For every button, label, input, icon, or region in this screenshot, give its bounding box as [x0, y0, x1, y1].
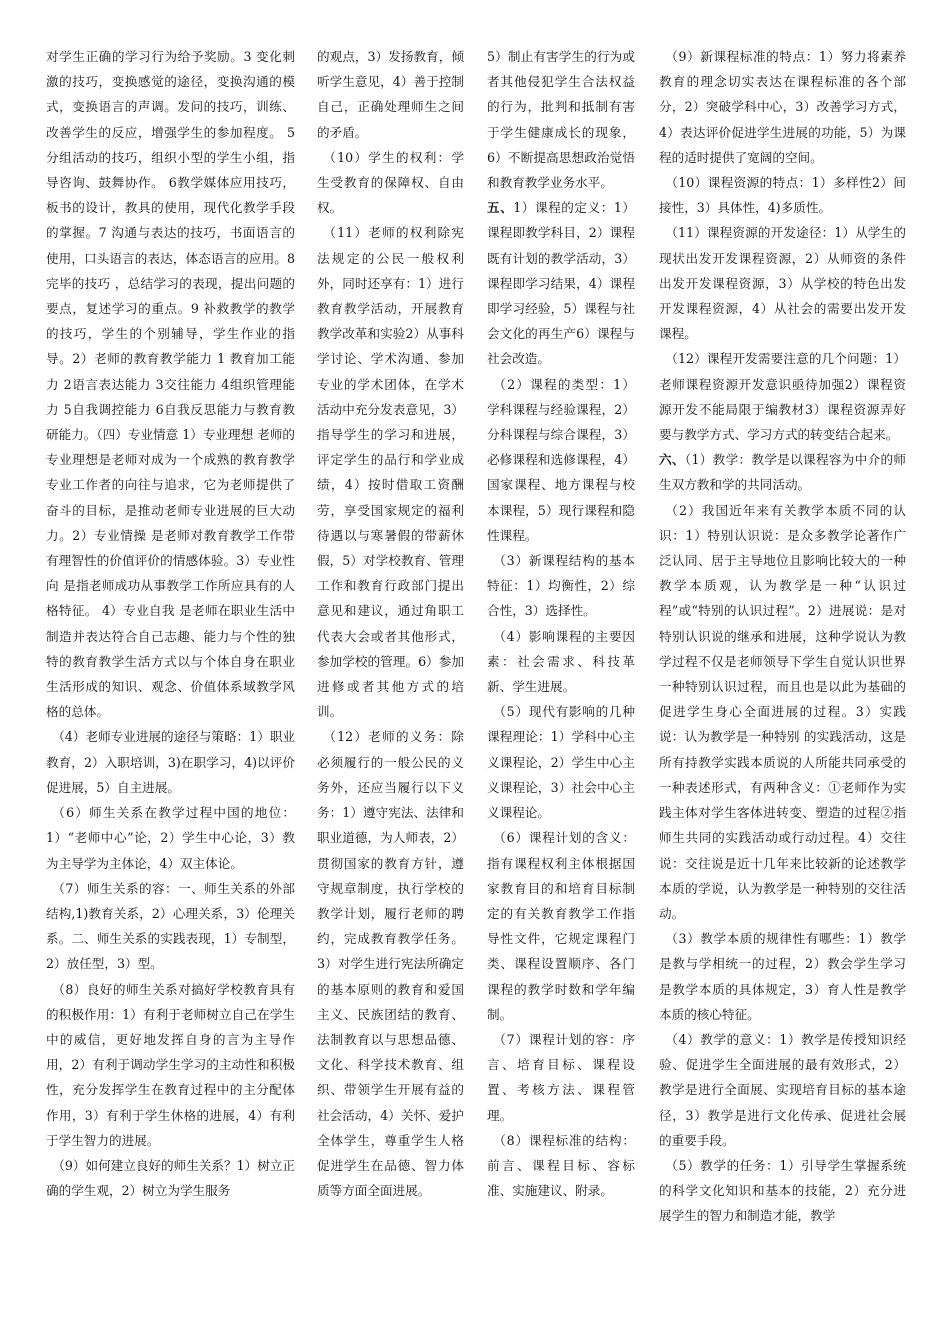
paragraph: （6）师生关系在教学过程中国的地位：1）“老师中心”论，2）学生中心论，3）教为主导学为主体论，4）双主体论。 [46, 805, 295, 871]
section-paragraph: 五、1）课程的定义：1）课程即教学科目，2）课程既有计划的教学活动，3）课程即学习结果，4）课程即学习经验，5）课程与社会文化的再生产6）课程与社会改造。 [487, 200, 636, 367]
text-column-2 [317, 44, 464, 1203]
paragraph: （4）老师专业进展的途径与策略：1）职业教育，2）入职培训，3)在职学习，4)以评价促进展，5）自主进展。 [46, 729, 296, 795]
paragraph: （2）课程的类型：1）学科课程与经验课程，2）分科课程与综合课程，3）必修课程和选修课程，4）国家课程、地方课程与校本课程，5）现行课程和隐性课程。 [487, 376, 635, 543]
paragraph: 5）制止有害学生的行为或者其他侵犯学生合法权益的行为，批判和抵制有害于学生健康成长的现象，6）不断提高思想政治觉悟和教育教学业务水平。 [487, 49, 635, 191]
section-paragraph: 六、（1）教学：教学是以课程容为中介的师生双方教和学的共同活动。 [659, 452, 907, 493]
paragraph: （4）影响课程的主要因素：社会需求、科技革新、学生进展。 [487, 628, 635, 695]
paragraph: （3）新课程结构的基本特征：1）均衡性，2）综合性，3）选择性。 [487, 553, 635, 619]
paragraph: （6）课程计划的含义：指有课程权利主体根据国家教育目的和培育目标制定的有关教育教学工作指导性文件，它规定课程门类、课程设置顺序、各门课程的教学时数和学年编制。 [487, 830, 635, 1022]
paragraph: （9）如何建立良好的师生关系？1）树立正确的学生观，2）树立为学生服务 [46, 1157, 296, 1199]
paragraph: （5）现代有影响的几种课程理论：1）学科中心主义课程论，2）学生中心主义课程论，3）社会中心主义课程论。 [487, 704, 635, 821]
paragraph: （3）教学本质的规律性有哪些：1）教学是教与学相统一的过程，2）教会学生学习是教学本质的具体规定，3）育人性是教学本质的核心特征。 [659, 931, 906, 1022]
paragraph: （7）师生关系的容：一、师生关系的外部结构,1)教育关系，2）心理关系，3）伦理关系。二、师生关系的实践表现，1）专制型，2）放任型，3）型。 [46, 880, 295, 972]
paragraph: （8）课程标准的结构：前言、课程目标、容标准、实施建议、附录。 [487, 1132, 635, 1199]
text-column-4 [659, 44, 906, 1229]
paragraph: （2）我国近年来有关教学本质不同的认识：1）特别认识说：是众多教学论著作广泛认同、居于主导地位且影响比较大的一种教学本质观，认为教学是一种“认识过程”或“特别的认识过程”。2）进展说：是对特别认识说的继承和进展，这种学说认为教学过程不仅是老师领导下学生自觉认识世界一种特别认识过程，而且也是以此为基础的促进学生身心全面进展的过程。3）实践说：认为教学是一种特别 的实践活动，这是所有持教学实践本质说的人所能共同承受的一种表述形式，有两种含义：①老师作为实践主体对学生客体进转变、塑造的过程②指师生共同的实践活动或行动过程。4）交往说：交往说是近十几年来比较新的论述教学本质的学说，认为教学是一种特别的交往活动。 [659, 502, 906, 921]
paragraph: （4）教学的意义：1）教学是传授知识经验、促进学生全面进展的最有效形式，2）教学是进行全面展、实现培育目标的基本途径，3）教学是进行文化传承、促进社会展的重要手段。 [659, 1031, 906, 1148]
text-column-1 [46, 44, 295, 1203]
paragraph: 对学生正确的学习行为给予奖励。3 变化刺激的技巧，变换感觉的途径，变换沟通的模式，变换语言的声调。发问的技巧，训练、改善学生的反应，增强学生的参加程度。 5分组活动的技巧，组织小型的学生小组，指导咨询、鼓舞协作。 6教学媒体应用技巧，板书的设计，教具的使用，现代化教学手段的掌握。7 沟通与表达的技巧，书面语言的使用，口头语言的表达，体态语言的应用。8完毕的技巧 ，总结学习的表现，提出问题的要点，复述学习的重点。9 补救教学的教学的技巧，学生的个别辅导，学生作业的指导。2）老师的教育教学能力 1 教育加工能力 2语言表达能力 3交往能力 4组织管理能力 5自我调控能力 6自我反思能力与教育教研能力。（四）专业情意 1）专业理想 老师的专业理想是老师对成为一个成熟的教育教学专业工作者的向往与追求，它为老师提供了奋斗的目标，是推动老师专业进展的巨大动力。2）专业情操 是老师对教育教学工作带有理智性的价值评价的情感体验。3）专业性向 是指老师成功从事教学工作所应具有的人格特征。 4）专业自我 是老师在职业生活中制造并表达符合自己志趣、能力与个性的独特的教育教学生活方式以与个体自身在职业生活形成的知识、观念、价值体系域教学风格的总体。 [46, 49, 296, 720]
paragraph: （12）老师的义务：除必须履行的一般公民的义务外，还应当履行以下义务：1）遵守宪法、法律和职业道德，为人师表，2）贯彻国家的教育方针，遵守规章制度，执行学校的教学计划，履行老师的聘约，完成教育教学任务。3）对学生进行宪法所确定的基本原则的教育和爱国主义、民族团结的教育、法制教育以与思想品德、文化、科学技术教育、组织、带领学生开展有益的社会活动，4）关怀、爱护全体学生，尊重学生人格促进学生在品德、智力体质等方面全面进展。 [317, 729, 464, 1199]
text-column-3 [487, 44, 635, 1203]
paragraph: （12）课程开发需要注意的几个问题：1）老师课程资源开发意识亟待加强2）课程资源开发不能局限于编教材3）课程资源弄好要与教学方式、学习方式的转变结合起来。 [659, 351, 906, 443]
paragraph: （10）学生的权利：学生受教育的保障权、自由权。 [317, 149, 464, 216]
paragraph: （7）课程计划的容：序言、培育目标、课程设置、考核方法、课程管理。 [487, 1031, 635, 1123]
paragraph: （5）教学的任务：1）引导学生掌握系统的科学文化知识和基本的技能，2）充分进展学生的智力和制造才能，教学 [659, 1157, 906, 1224]
paragraph: 的观点，3）发扬教育，倾听学生意见，4）善于控制自己，正确处理师生之间的矛盾。 [317, 49, 464, 140]
paragraph: （10）课程资源的特点：1）多样性2）间接性，3）具体性，4)多质性。 [659, 175, 906, 216]
paragraph: （11）老师的权利除宪法规定的公民一般权利外，同时还享有：1）进行教育教学活动，开展教育教学改革和实验2）从事科学讨论、学术沟通、参加专业的学术团体，在学术活动中充分发表意见，3）指导学生的学习和进展，评定学生的品行和学业成绩，4）按时借取工资酬劳，享受国家规定的福利待遇以与寒暑假的带薪休假，5）对学校教育、管理工作和教育行政部门提出意见和建议，通过角职工代表大会或者其他形式，参加学校的管理。6）参加进修或者其他方式的培训。 [317, 225, 464, 720]
paragraph: （11）课程资源的开发途径：1）从学生的现状出发开发课程资源，2）从师资的条件出发开发课程资源，3）从学校的特色出发开发课程资源，4）从社会的需要出发开发课程。 [659, 225, 906, 342]
paragraph: （8）良好的师生关系对搞好学校教育具有的积极作用：1）有利于老师树立自己在学生中的威信，更好地发挥自身的言为主导作用，2）有利于调动学生学习的主动性和积极性，充分发挥学生在教育过程中的主分配体作用，3）有利于学生休格的进展，4）有利于学生智力的进展。 [46, 981, 295, 1148]
paragraph: （9）新课程标准的特点：1）努力将素养教育的理念切实表达在课程标准的各个部分，2）突破学科中心，3）改善学习方式，4）表达评价促进学生进展的功能，5）为课程的适时提供了宽阔的空间。 [659, 49, 906, 165]
